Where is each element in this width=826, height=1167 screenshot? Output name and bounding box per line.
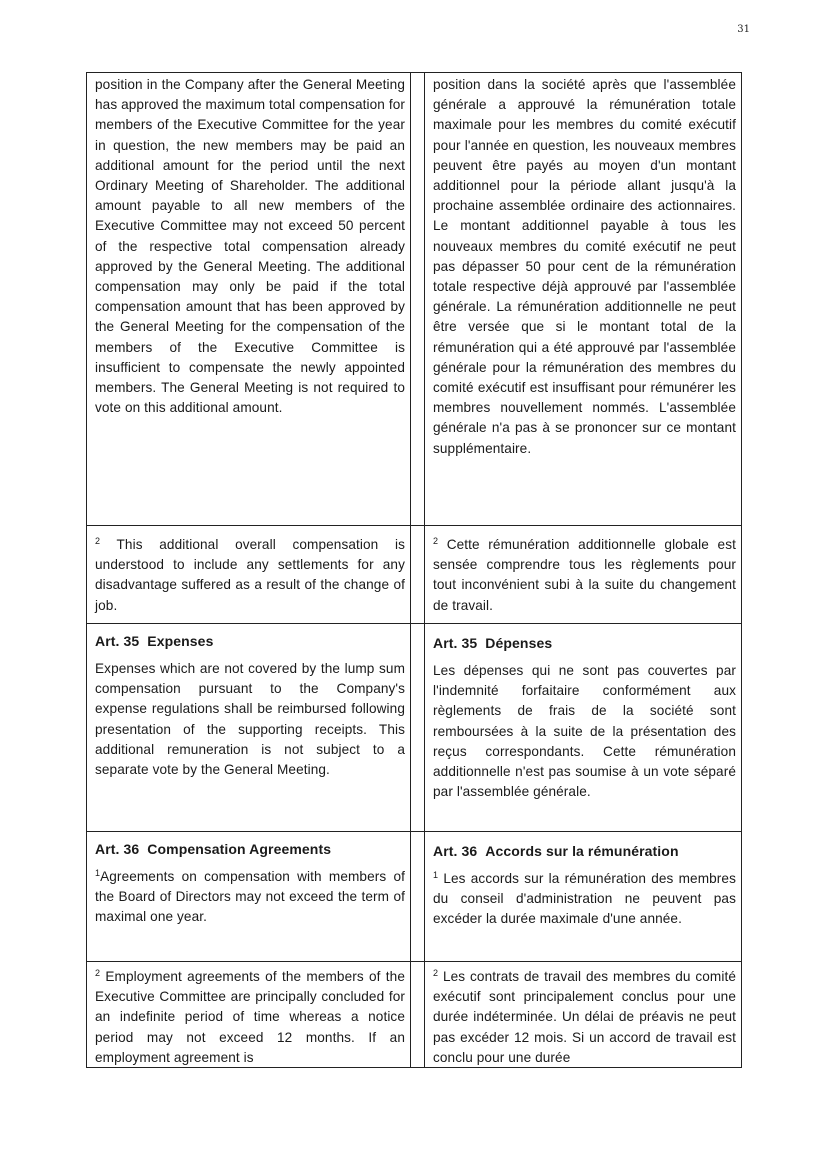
article-heading	[433, 633, 736, 653]
english-paragraph: position in the Company after the General Meeting has approved the maximum total compensation for members of the Executive Committee for the year in question, the new members may be paid an additional amount for the period until the next Ordinary Meeting of Shareholder. The additional amount payable to all new members of the Executive Committee may not exceed 50 percent of the respective total compensation already approved by the General Meeting. The additional compensation may only be paid if the total compensation amount that has been approved by the General Meeting for the compensation of the members of the Executive Committee is insufficient to compensate the newly appointed members. The General Meeting is not required to vote on this additional amount.	[95, 77, 405, 416]
english-cell	[95, 631, 405, 780]
row-separator	[86, 525, 742, 526]
article-title: Dépenses	[485, 635, 553, 651]
table-border-right	[741, 73, 742, 1067]
french-cell	[433, 967, 736, 1068]
article-number: Art. 35	[95, 633, 140, 649]
paragraph-number: 2	[433, 536, 439, 546]
article-title: Compensation Agreements	[147, 841, 332, 857]
french-cell	[433, 75, 736, 459]
article-number: Art. 35	[433, 635, 478, 651]
page-number: 31	[737, 24, 750, 35]
english-paragraph: Employment agreements of the members of the Executive Committee are principally concluded for an indefinite period of time whereas a notice period may not exceed 12 months. If an employment agreement is	[95, 969, 405, 1065]
bilingual-table	[86, 72, 742, 1068]
table-border-left	[86, 73, 87, 1067]
article-heading	[95, 631, 405, 651]
french-paragraph: Les contrats de travail des membres du comité exécutif sont principalement conclus pour une durée indéterminée. Un délai de préavis ne peut pas excéder 12 mois. Si un accord de travail est conclu pour une durée	[433, 969, 736, 1065]
paragraph-number: 1	[95, 868, 101, 878]
column-divider	[424, 73, 425, 1067]
french-paragraph: position dans la société après que l'assemblée générale a approuvé la rémunération totale maximale pour les membres du comité exécutif pour l'année en question, les nouveaux membres peuvent être payés au moyen d'un montant additionnel pour la période allant jusqu'à la prochaine assemblée ordinaire des actionnaires. Le montant additionnel payable à tous les nouveaux membres du comité exécutif ne peut pas dépasser 50 pour cent de la rémunération totale respective déjà approuvé par l'assemblée générale. La rémunération additionnelle ne peut être versée que si le montant total de la rémunération qui a été approuvé par l'assemblée générale pour la rémunération des membres du comité exécutif est insuffisant pour rémunérer les membres nouvellement nommés. L'assemblée générale n'a pas à se prononcer sur ce montant supplémentaire.	[433, 77, 736, 456]
paragraph-number: 2	[95, 536, 101, 546]
english-paragraph: This additional overall compensation is understood to include any settlements for any disadvantage suffered as a result of the change of job.	[95, 537, 405, 613]
article-heading	[95, 839, 405, 859]
english-cell	[95, 967, 405, 1068]
english-cell	[95, 839, 405, 928]
article-number: Art. 36	[95, 841, 140, 857]
english-paragraph: Expenses which are not covered by the lump sum compensation pursuant to the Company's expense regulations shall be reimbursed following presentation of the supporting receipts. This additional remuneration is not subject to a separate vote by the General Meeting.	[95, 661, 405, 778]
english-cell	[95, 75, 405, 418]
article-heading	[433, 841, 736, 861]
french-cell	[433, 841, 736, 930]
article-title: Accords sur la rémunération	[485, 843, 679, 859]
article-title: Expenses	[147, 633, 214, 649]
paragraph-number: 2	[95, 968, 101, 978]
paragraph-number: 1	[433, 870, 439, 880]
paragraph-number: 2	[433, 968, 439, 978]
row-separator	[86, 961, 742, 962]
row-separator	[86, 623, 742, 624]
french-paragraph: Les dépenses qui ne sont pas couvertes par l'indemnité forfaitaire conformément aux règlements de frais de la société sont remboursées à la suite de la présentation des reçus correspondants. Cette rémunération additionnelle n'est pas soumise à un vote séparé par l'assemblée générale.	[433, 663, 736, 800]
french-cell	[433, 535, 736, 616]
english-cell	[95, 535, 405, 616]
french-paragraph: Les accords sur la rémunération des membres du conseil d'administration ne peuvent pas excéder la durée maximale d'une année.	[433, 871, 736, 927]
french-paragraph: Cette rémunération additionnelle globale est sensée comprendre tous les règlements pour tout inconvénient subi à la suite du changement de travail.	[433, 537, 736, 613]
english-paragraph: Agreements on compensation with members of the Board of Directors may not exceed the term of maximal one year.	[95, 869, 405, 925]
column-divider	[410, 73, 411, 1067]
article-number: Art. 36	[433, 843, 478, 859]
french-cell	[433, 633, 736, 802]
row-separator	[86, 831, 742, 832]
